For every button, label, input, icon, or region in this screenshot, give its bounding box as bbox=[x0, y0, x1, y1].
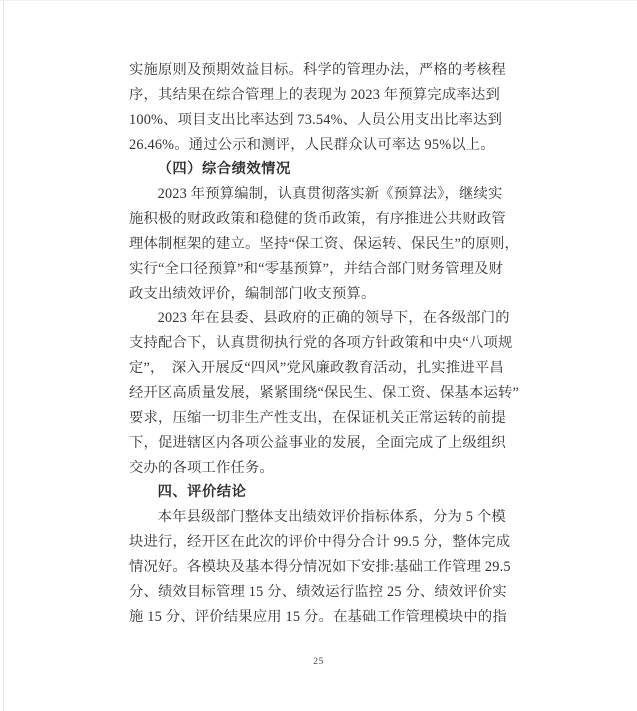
text-line: 本年县级部门整体支出绩效评价指标体系，分为 5 个模 bbox=[157, 509, 506, 526]
page-edge-line bbox=[3, 1, 4, 711]
text-line: 序，其结果在综合管理上的表现为 2023 年预算完成率达到 bbox=[129, 86, 500, 103]
text-line: 2023 年预算编制，认真贯彻落实新《预算法》，继续实 bbox=[157, 186, 503, 203]
text-line: 100%、项目支出比率达到 73.54%、人员公用支出比率达到 bbox=[129, 111, 503, 128]
page-number: 25 bbox=[313, 657, 324, 667]
text-line: 经开区高质量发展，紧紧围绕“保民生、保工资、保基本运转” bbox=[129, 384, 520, 401]
text-line: 2023 年在县委、县政府的正确的领导下，在各级部门的 bbox=[157, 310, 510, 327]
text-line: 交办的各项工作任务。 bbox=[129, 459, 274, 476]
text-line: 实施原则及预期效益目标。科学的管理办法，严格的考核程 bbox=[129, 62, 506, 78]
text-line: 定”， 深入开展反“四风”党风廉政教育活动，扎实推进平昌 bbox=[129, 360, 504, 377]
text-line: 要求，压缩一切非生产性支出，在保证机关正常运转的前提 bbox=[129, 409, 506, 426]
text-line: 理体制框架的建立。坚持“保工资、保运转、保民生”的原则， bbox=[129, 235, 520, 252]
section-heading: （四）综合绩效情况 bbox=[157, 161, 291, 178]
text-line: 施积极的财政政策和稳健的货币政策，有序推进公共财政管 bbox=[129, 211, 506, 228]
text-line: 政支出绩效评价，编制部门收支预算。 bbox=[129, 285, 376, 302]
text-line: 26.46%。通过公示和测评，人民群众认可率达 95%以上。 bbox=[129, 136, 495, 153]
text-line: 情况好。各模块及基本得分情况如下安排:基础工作管理 29.5 bbox=[129, 558, 511, 575]
text-line: 下，促进辖区内各项公益事业的发展，全面完成了上级组织 bbox=[129, 434, 506, 451]
text-line: 块进行，经开区在此次的评价中得分合计 99.5 分，整体完成 bbox=[129, 534, 511, 551]
section-heading: 四、评价结论 bbox=[157, 484, 247, 501]
document-text bbox=[129, 58, 520, 629]
text-line: 分、绩效目标管理 15 分、绩效运行监控 25 分、绩效评价实 bbox=[129, 583, 507, 600]
text-line: 施 15 分、评价结果应用 15 分。在基础工作管理模块中的指 bbox=[129, 608, 507, 625]
text-line: 实行“全口径预算”和“零基预算”，并结合部门财务管理及财 bbox=[129, 260, 504, 277]
text-line: 支持配合下，认真贯彻执行党的各项方针政策和中央“八项规 bbox=[129, 335, 513, 352]
